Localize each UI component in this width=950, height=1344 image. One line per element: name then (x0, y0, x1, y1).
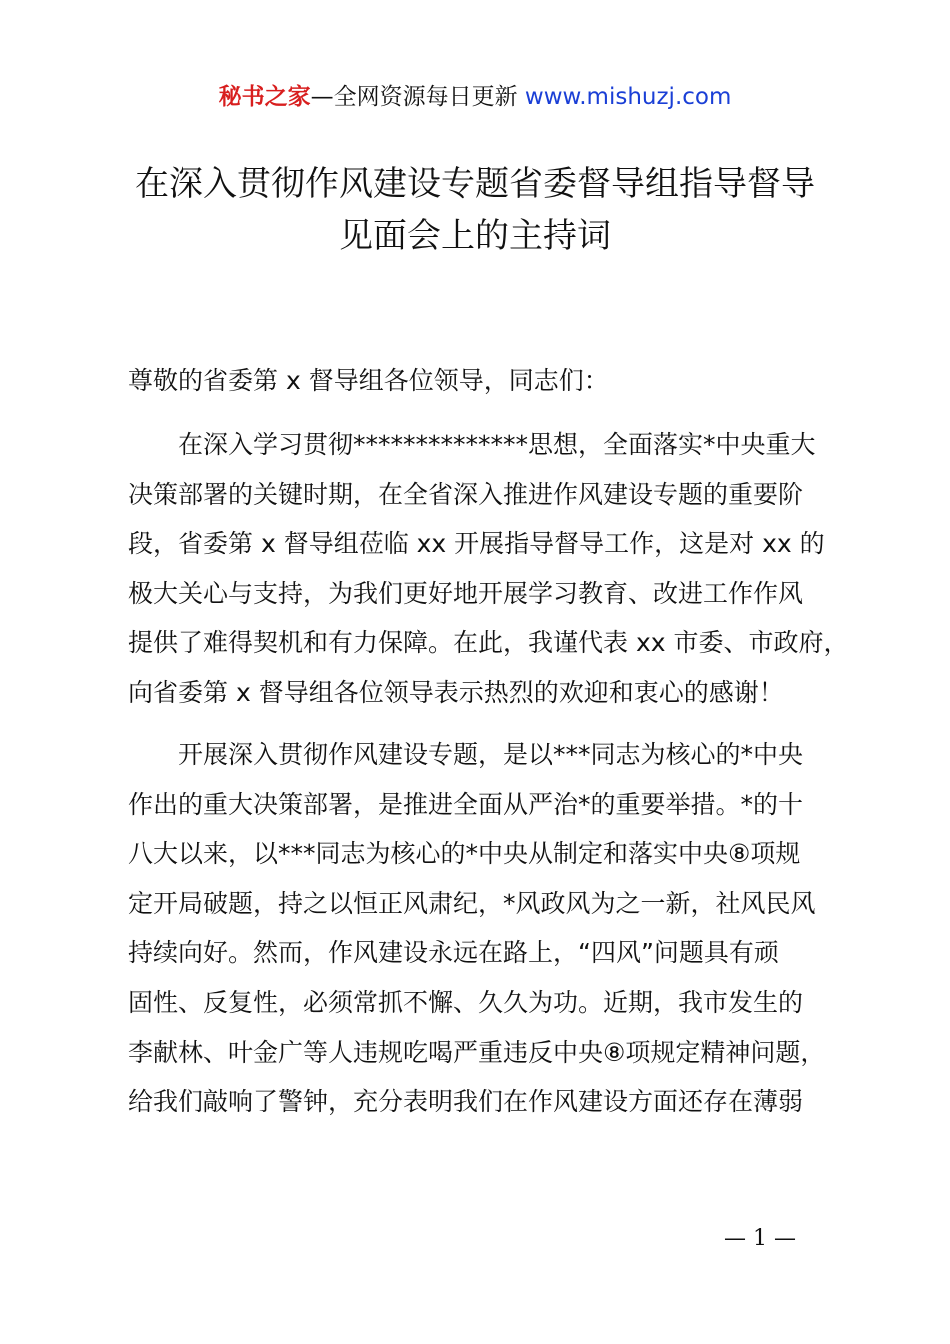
site-header (0, 82, 950, 112)
paragraph-line: 定开局破题，持之以恒正风肃纪，*风政风为之一新，社风民风 (128, 888, 816, 918)
paragraph-line: 决策部署的关键时期，在全省深入推进作风建设专题的重要阶 (128, 479, 804, 509)
paragraph-2 (128, 730, 858, 1127)
paragraph-line: 固性、反复性，必须常抓不懈、久久为功。近期，我市发生的 (128, 987, 804, 1017)
paragraph-line: 八大以来，以***同志为核心的*中央从制定和落实中央⑧项规 (128, 839, 801, 869)
document-title (100, 158, 850, 262)
paragraph-line: 开展深入贯彻作风建设专题，是以***同志为核心的*中央 (178, 740, 804, 769)
paragraph-line: 在深入学习贯彻**************思想，全面落实*中央重大 (178, 430, 816, 459)
paragraph-line: 给我们敲响了警钟，充分表明我们在作风建设方面还存在薄弱 (128, 1087, 804, 1117)
site-tagline: —全网资源每日更新 (310, 84, 518, 110)
site-brand: 秘书之家 (218, 84, 311, 110)
paragraph-line: 向省委第 x 督导组各位领导表示热烈的欢迎和衷心的感谢！ (128, 677, 784, 707)
page-number: — 1 — (724, 1226, 796, 1251)
paragraph-line: 极大关心与支持，为我们更好地开展学习教育、改进工作作风 (128, 578, 804, 608)
site-url-link[interactable]: www.mishuzj.com (524, 84, 732, 110)
title-line: 在深入贯彻作风建设专题省委督导组指导督导 (135, 164, 815, 204)
salutation: 尊敬的省委第 x 督导组各位领导，同志们： (128, 366, 609, 395)
paragraph-line: 李献林、叶金广等人违规吃喝严重违反中央⑧项规定精神问题， (128, 1037, 826, 1067)
title-line: 见面会上的主持词 (339, 216, 611, 256)
paragraph-line: 作出的重大决策部署，是推进全面从严治*的重要举措。*的十 (128, 789, 804, 819)
paragraph-line: 段，省委第 x 督导组莅临 xx 开展指导督导工作，这是对 xx 的 (128, 529, 825, 559)
paragraph-1 (128, 420, 858, 718)
paragraph-line: 持续向好。然而，作风建设永远在路上，“四风”问题具有顽 (128, 938, 779, 968)
paragraph-line: 提供了难得契机和有力保障。在此，我谨代表 xx 市委、市政府， (128, 628, 849, 658)
